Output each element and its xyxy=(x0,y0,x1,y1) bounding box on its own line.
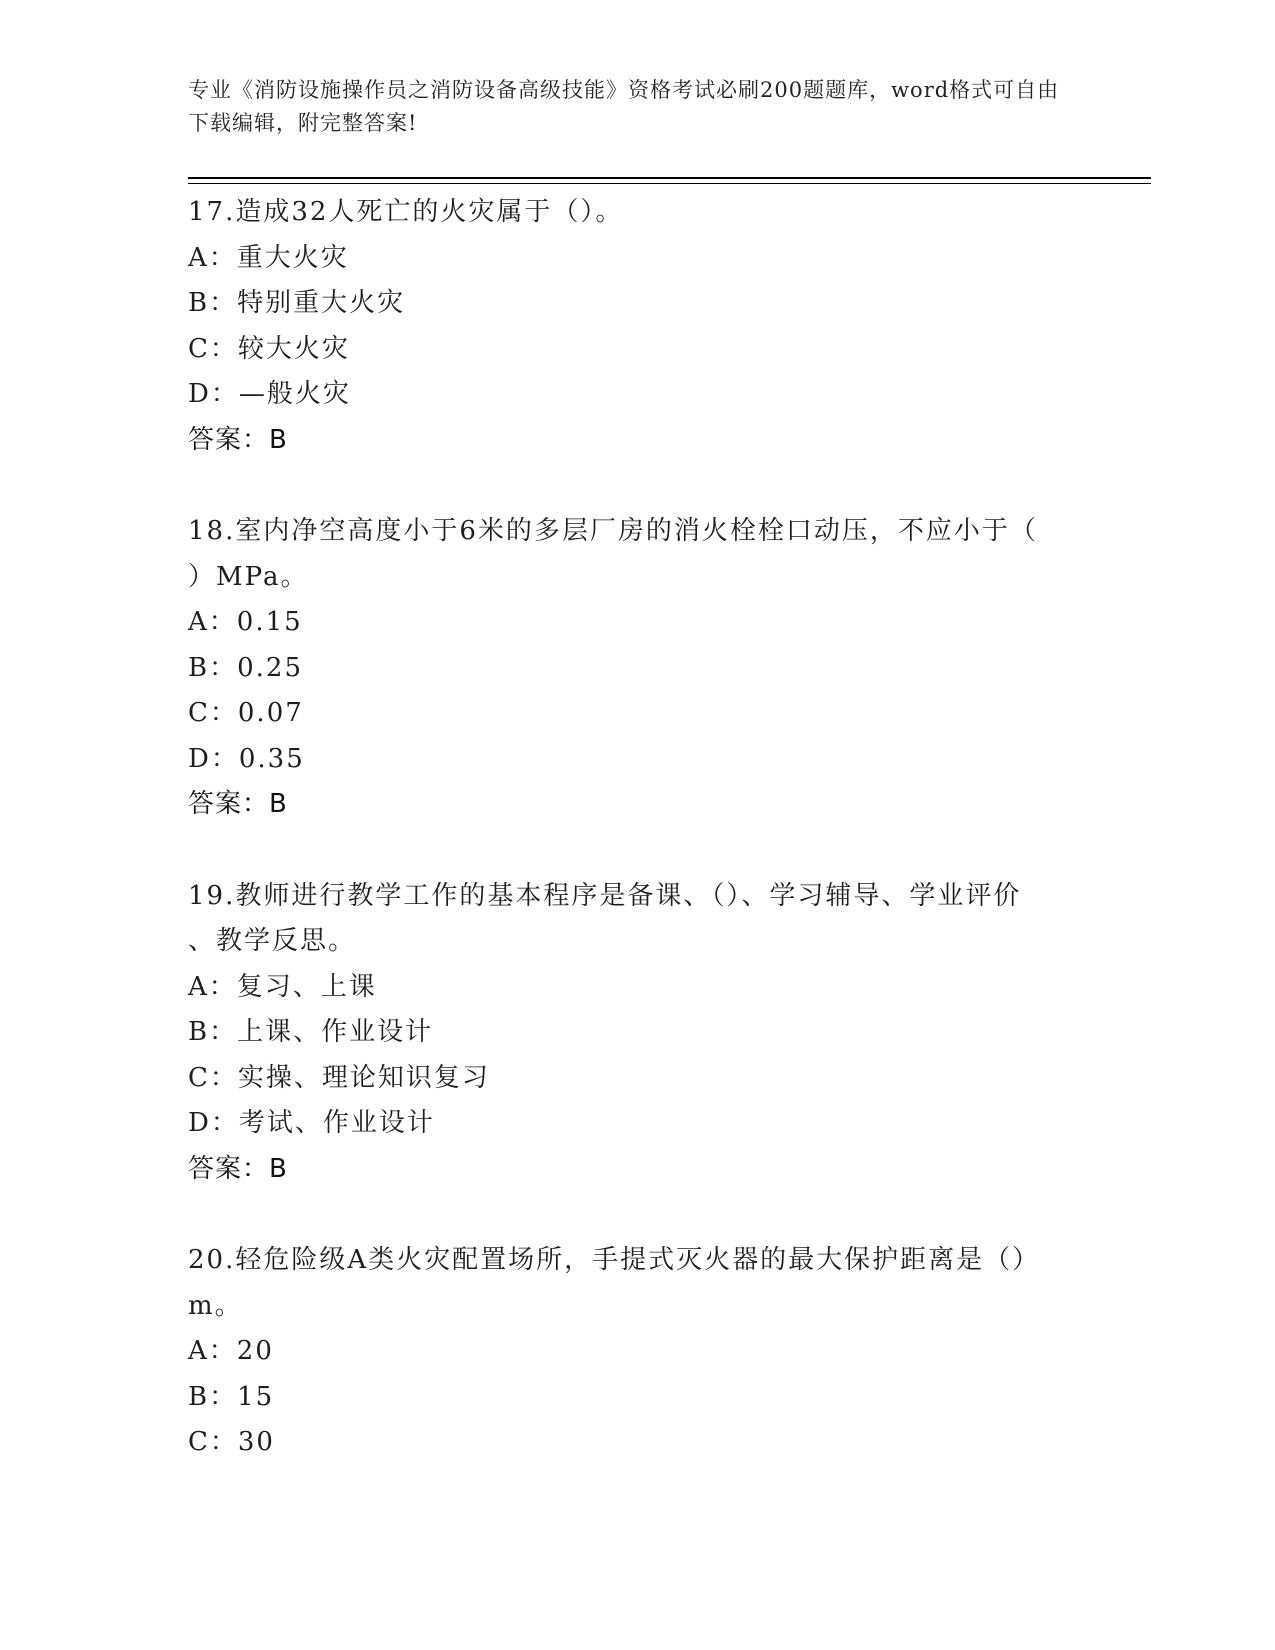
option-b: B：15 xyxy=(188,1381,275,1412)
header-divider-thick xyxy=(188,177,1151,179)
question-stem: 18.室内净空高度小于6米的多层厂房的消火栓栓口动压，不应小于（ xyxy=(188,516,1038,546)
answer-line: 答案：B xyxy=(188,789,288,819)
question-19 xyxy=(188,874,1068,1193)
question-stem-continued: ）MPa。 xyxy=(188,561,309,592)
question-stem-continued: m。 xyxy=(188,1290,243,1321)
question-17 xyxy=(188,190,1068,463)
option-b: B：0.25 xyxy=(188,652,303,683)
question-18 xyxy=(188,509,1068,828)
header-divider-thin xyxy=(188,183,1151,184)
question-stem: 19.教师进行教学工作的基本程序是备课、（）、学习辅导、学业评价 xyxy=(188,880,1022,911)
option-a: A：复习、上课 xyxy=(188,971,377,1002)
option-a: A：0.15 xyxy=(188,607,303,637)
option-b: B：上课、作业设计 xyxy=(188,1017,434,1047)
question-list xyxy=(188,190,1068,1512)
option-a: A：重大火灾 xyxy=(188,242,349,273)
question-stem: 20.轻危险级A类火灾配置场所，手提式灭火器的最大保护距离是（） xyxy=(188,1245,1041,1275)
option-d: D：—般火灾 xyxy=(188,379,351,409)
option-c: C：30 xyxy=(188,1427,275,1457)
option-c: C：实操、理论知识复习 xyxy=(188,1062,490,1093)
question-stem: 17.造成32人死亡的火灾属于（）。 xyxy=(188,197,624,227)
question-20 xyxy=(188,1238,1068,1466)
option-d: D：0.35 xyxy=(188,743,305,774)
option-d: D：考试、作业设计 xyxy=(188,1108,435,1138)
option-c: C：较大火灾 xyxy=(188,333,350,364)
option-c: C：0.07 xyxy=(188,698,304,728)
answer-line: 答案：B xyxy=(188,1153,288,1184)
option-b: B：特别重大火灾 xyxy=(188,288,406,318)
question-stem-continued: 、教学反思。 xyxy=(188,926,357,956)
document-header: 专业《消防设施操作员之消防设备高级技能》资格考试必刷200题题库，word格式可自由下载编辑，附完整答案! xyxy=(188,78,1060,135)
option-a: A：20 xyxy=(188,1336,274,1366)
answer-line: 答案：B xyxy=(188,424,288,455)
